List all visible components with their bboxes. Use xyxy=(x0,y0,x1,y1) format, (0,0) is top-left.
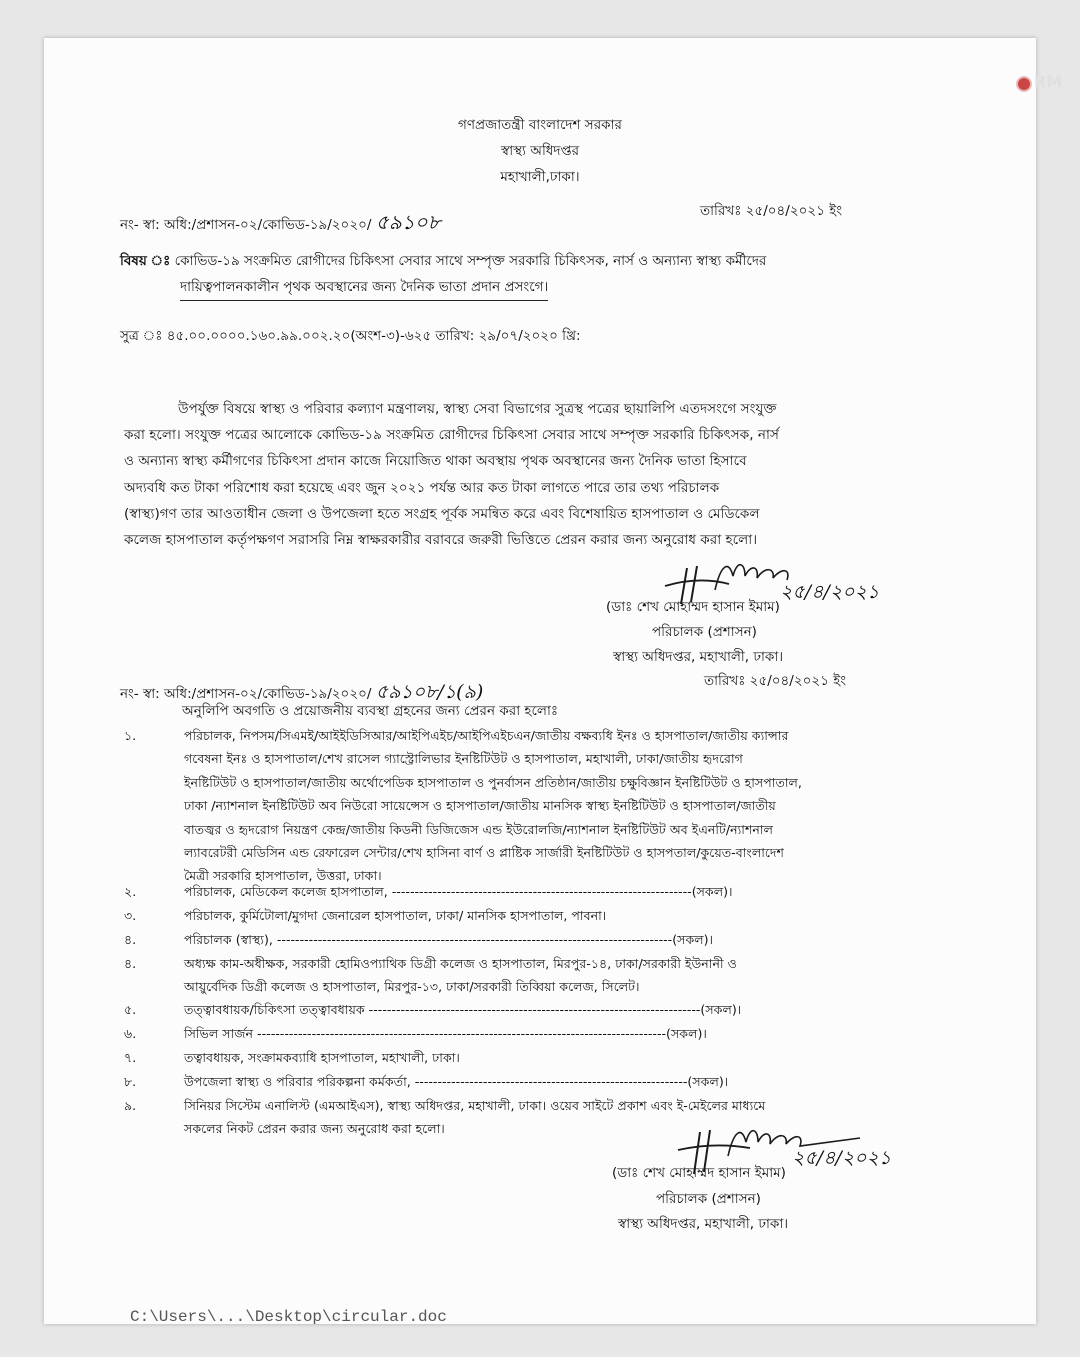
item-line: ল্যাবরেটরী মেডিসিন এন্ড রেফারেল সেন্টার/শেখ হাসিনা বার্ণ ও প্লাষ্টিক সার্জারী ইনষ্টিটিউট ও হাসপতাল/কুয়েত-বাংলাদেশ xyxy=(184,845,784,861)
memo-number-text: নং- স্বা: অধি:/প্রশাসন-০২/কোভিড-১৯/২০২০/ xyxy=(120,217,372,233)
header-directorate: স্বাস্থ্য অধিদপ্তর xyxy=(500,143,579,159)
memo-date: তারিখঃ ২৫/০৪/২০২১ ইং xyxy=(700,203,843,219)
copy-note: অনুলিপি অবগতি ও প্রয়োজনীয় ব্যবস্থা গ্রহনের জন্য প্রেরন করা হলোঃ xyxy=(182,703,559,719)
item-text: তত্বাবধায়ক, সংক্রামকব্যাধি হাসপাতাল, মহাখালী, ঢাকা। xyxy=(184,1050,460,1065)
signatory-2-office: স্বাস্থ্য অধিদপ্তর, মহাখালী, ঢাকা। xyxy=(618,1216,789,1232)
memo-2-number-text: নং- স্বা: অধি:/প্রশাসন-০২/কোভিড-১৯/২০২০/ xyxy=(120,686,372,702)
item-line: ইনষ্টিটিউট ও হাসপাতাল/জাতীয় অর্থোপেডিক হাসপাতাল ও পুনর্বাসন প্রতিষ্ঠান/জাতীয় চক্ষুবিজ্ঞান ইনষ্টিটিউট ও হাসপাতাল, xyxy=(184,774,802,790)
item-line: সিনিয়র সিস্টেম এনালিস্ট (এমআইএস), স্বাস্থ্য অধিদপ্তর, মহাখালী, ঢাকা। ওয়েব সাইটে প্রকাশ এবং ই-মেইলের মাধ্যমে xyxy=(184,1098,766,1113)
header-government: গণপ্রজাতন্ত্রী বাংলাদেশ সরকার xyxy=(458,117,622,133)
item-text xyxy=(184,952,984,999)
signatory-1-name: (ডাঃ শেখ মোহাম্মদ হাসান ইমাম) xyxy=(606,599,780,615)
item-number: ৯. xyxy=(124,1098,137,1113)
item-line: অধ্যক্ষ কাম-অধীক্ষক, সরকারী হোমিওপ্যাথিক ডিগ্রী কলেজ ও হাসপাতাল, মিরপুর-১৪, ঢাকা/সরকারী ইউনানী ও xyxy=(184,956,737,971)
item-text: পরিচালক (স্বাস্থ্য), ---------------------------------------------------------------------------------------(সকল)। xyxy=(184,932,714,947)
document-page xyxy=(44,38,1036,1324)
item-line: বাতজ্বর ও হৃদরোগ নিয়ন্ত্রণ কেন্দ্র/জাতীয় কিডনী ডিজিজেস এন্ড ইউরোলজি/ন্যাশনাল ইনষ্টিটিউট অব ইএনটি/ন্যাশনাল xyxy=(184,821,773,837)
item-line: আয়ুর্বেদিক ডিগ্রী কলেজ ও হাসপাতাল, মিরপুর-১৩, ঢাকা/সরকারী তিব্বিয়া কলেজ, সিলেট। xyxy=(184,979,640,995)
signatory-2-title: পরিচালক (প্রশাসন) xyxy=(656,1191,761,1207)
item-line: মৈত্রী সরকারি হাসপাতাল, উত্তরা, ঢাকা। xyxy=(184,868,382,884)
item-number: ৪. xyxy=(124,956,137,971)
item-number: ২. xyxy=(124,884,137,899)
memo-number-handwritten: ৫৯১০৮ xyxy=(375,210,441,234)
watermark-logo-icon xyxy=(1016,76,1032,92)
item-text: পরিচালক, কুর্মিটোলা/মুগদা জেনারেল হাসপাতাল, ঢাকা/ মানসিক হাসপাতাল, পাবনা। xyxy=(184,908,607,923)
footer-file-path: C:\Users\...\Desktop\circular.doc xyxy=(130,1308,447,1324)
item-text: সিভিল সার্জন ------------------------------------------------------------------------------------------(সকল)। xyxy=(184,1026,707,1041)
item-text: উপজেলা স্বাস্থ্য ও পরিবার পরিকল্পনা কর্মকর্তা, ------------------------------------------------------------(সকল)। xyxy=(184,1074,729,1089)
item-number: ৫. xyxy=(124,1002,137,1017)
signatory-1-title: পরিচালক (প্রশাসন) xyxy=(652,624,757,640)
subject-text-2: দায়িত্বপালনকালীন পৃথক অবস্থানের জন্য দৈনিক ভাতা প্রদান প্রসংগে। xyxy=(180,276,548,301)
item-number: ৩. xyxy=(124,908,137,923)
memo-number xyxy=(120,208,441,241)
body-line: করা হলো। সংযুক্ত পত্রের আলোকে কোভিড-১৯ সংক্রমিত রোগীদের চিকিৎসা সেবার সাথে সম্পৃক্ত সরকারি চিকিৎসক, নার্স xyxy=(124,427,779,444)
item-line: ঢাকা /ন্যাশনাল ইনষ্টিটিউট অব নিউরো সায়েন্সেস ও হাসপাতাল/জাতীয় মানসিক স্বাস্থ্য ইনষ্টিটিউট ও হাসপাতাল/জাতীয় xyxy=(184,798,776,814)
item-number: ৬. xyxy=(124,1026,137,1041)
body-line: উপর্যুক্ত বিষয়ে স্বাস্থ্য ও পরিবার কল্যাণ মন্ত্রণালয়, স্বাস্থ্য সেবা বিভাগের সুত্রস্থ পত্রের ছায়ালিপি এতদসংগে সংযুক্ত xyxy=(178,401,777,417)
header-location: মহাখালী,ঢাকা। xyxy=(500,169,580,185)
body-line: কলেজ হাসপাতাল কর্তৃপক্ষগণ সরাসরি নিম্ন স্বাক্ষরকারীর বরাবরে জরুরী ভিত্তিতে প্রেরন করার জন্য অনুরোধ করা হলো। xyxy=(124,532,758,549)
item-number: ৮. xyxy=(124,1074,137,1089)
reference-line: সুত্র ঃ ৪৫.০০.০০০০.১৬০.৯৯.০০২.২০(অংশ-৩)-৬২৫ তারিখ: ২৯/০৭/২০২০ খ্রি: xyxy=(120,328,581,344)
signatory-1-office: স্বাস্থ্য অধিদপ্তর, মহাখালী, ঢাকা। xyxy=(613,649,784,665)
signatory-2-name: (ডাঃ শেখ মোহাম্মদ হাসান ইমাম) xyxy=(612,1165,786,1181)
item-text: তত্ত্বাবধায়ক/চিকিৎসা তত্ত্বাবধায়ক -------------------------------------------------------------------------(সকল)। xyxy=(184,1002,742,1017)
item-line: গবেষনা ইনঃ ও হাসপাতাল/শেখ রাসেল গ্যাস্ট্রোলিভার ইনষ্টিটিউট ও হাসপাতাল, মহাখালী, ঢাকা/জাতীয় হৃদরোগ xyxy=(184,751,743,767)
signature-2-date: ২৫/৪/২০২১ xyxy=(792,1147,892,1169)
body-line: (স্বাস্থ্য)গণ তার আওতাধীন জেলা ও উপজেলা হতে সংগ্রহ পূর্বক সমন্বিত করে এবং বিশেষায়িত হাসপাতাল ও মেডিকেল xyxy=(124,505,760,522)
item-number: ৪. xyxy=(124,932,137,947)
item-line: সকলের নিকট প্রেরন করার জন্য অনুরোধ করা হলো। xyxy=(184,1121,445,1137)
item-number: ১. xyxy=(124,728,137,743)
subject-label: বিষয় ঃ xyxy=(120,253,171,269)
memo-2-number-handwritten: ৫৯১০৮/১(৯) xyxy=(375,681,484,703)
item-number: ৭. xyxy=(124,1050,137,1065)
memo-2-date: তারিখঃ ২৫/০৪/২০২১ ইং xyxy=(704,673,847,689)
watermark-text: RM xyxy=(1034,72,1063,91)
item-text: পরিচালক, মেডিকেল কলেজ হাসপাতাল, ------------------------------------------------------------------(সকল)। xyxy=(184,884,733,899)
item-text xyxy=(184,724,984,888)
body-paragraph xyxy=(124,396,980,553)
subject-line xyxy=(120,250,766,273)
body-line: ও অন্যান্য স্বাস্থ্য কর্মীগণের চিকিৎসা প্রদান কাজে নিয়োজিত থাকা অবস্থায় পৃথক অবস্থানের জন্য দৈনিক ভাতা হিসাবে xyxy=(124,453,747,470)
item-line: পরিচালক, নিপসম/সিএমই/আইইডিসিআর/আইপিএইচ/আইপিএইচএন/জাতীয় বক্ষব্যধি ইনঃ ও হাসপাতাল/জাতীয় ক্যান্সার xyxy=(184,728,789,743)
signature-1-date: ২৫/৪/২০২১ xyxy=(780,581,880,603)
subject-text-1: কোভিড-১৯ সংক্রমিত রোগীদের চিকিৎসা সেবার সাথে সম্পৃক্ত সরকারি চিকিৎসক, নার্স ও অন্যান্য স্বাস্থ্য কর্মীদের xyxy=(174,253,767,269)
body-line: অদ্যবধি কত টাকা পরিশোধ করা হয়েছে এবং জুন ২০২১ পর্যন্ত আর কত টাকা লাগতে পারে তার তথ্য পরিচালক xyxy=(124,479,720,496)
distribution-item xyxy=(124,724,984,892)
